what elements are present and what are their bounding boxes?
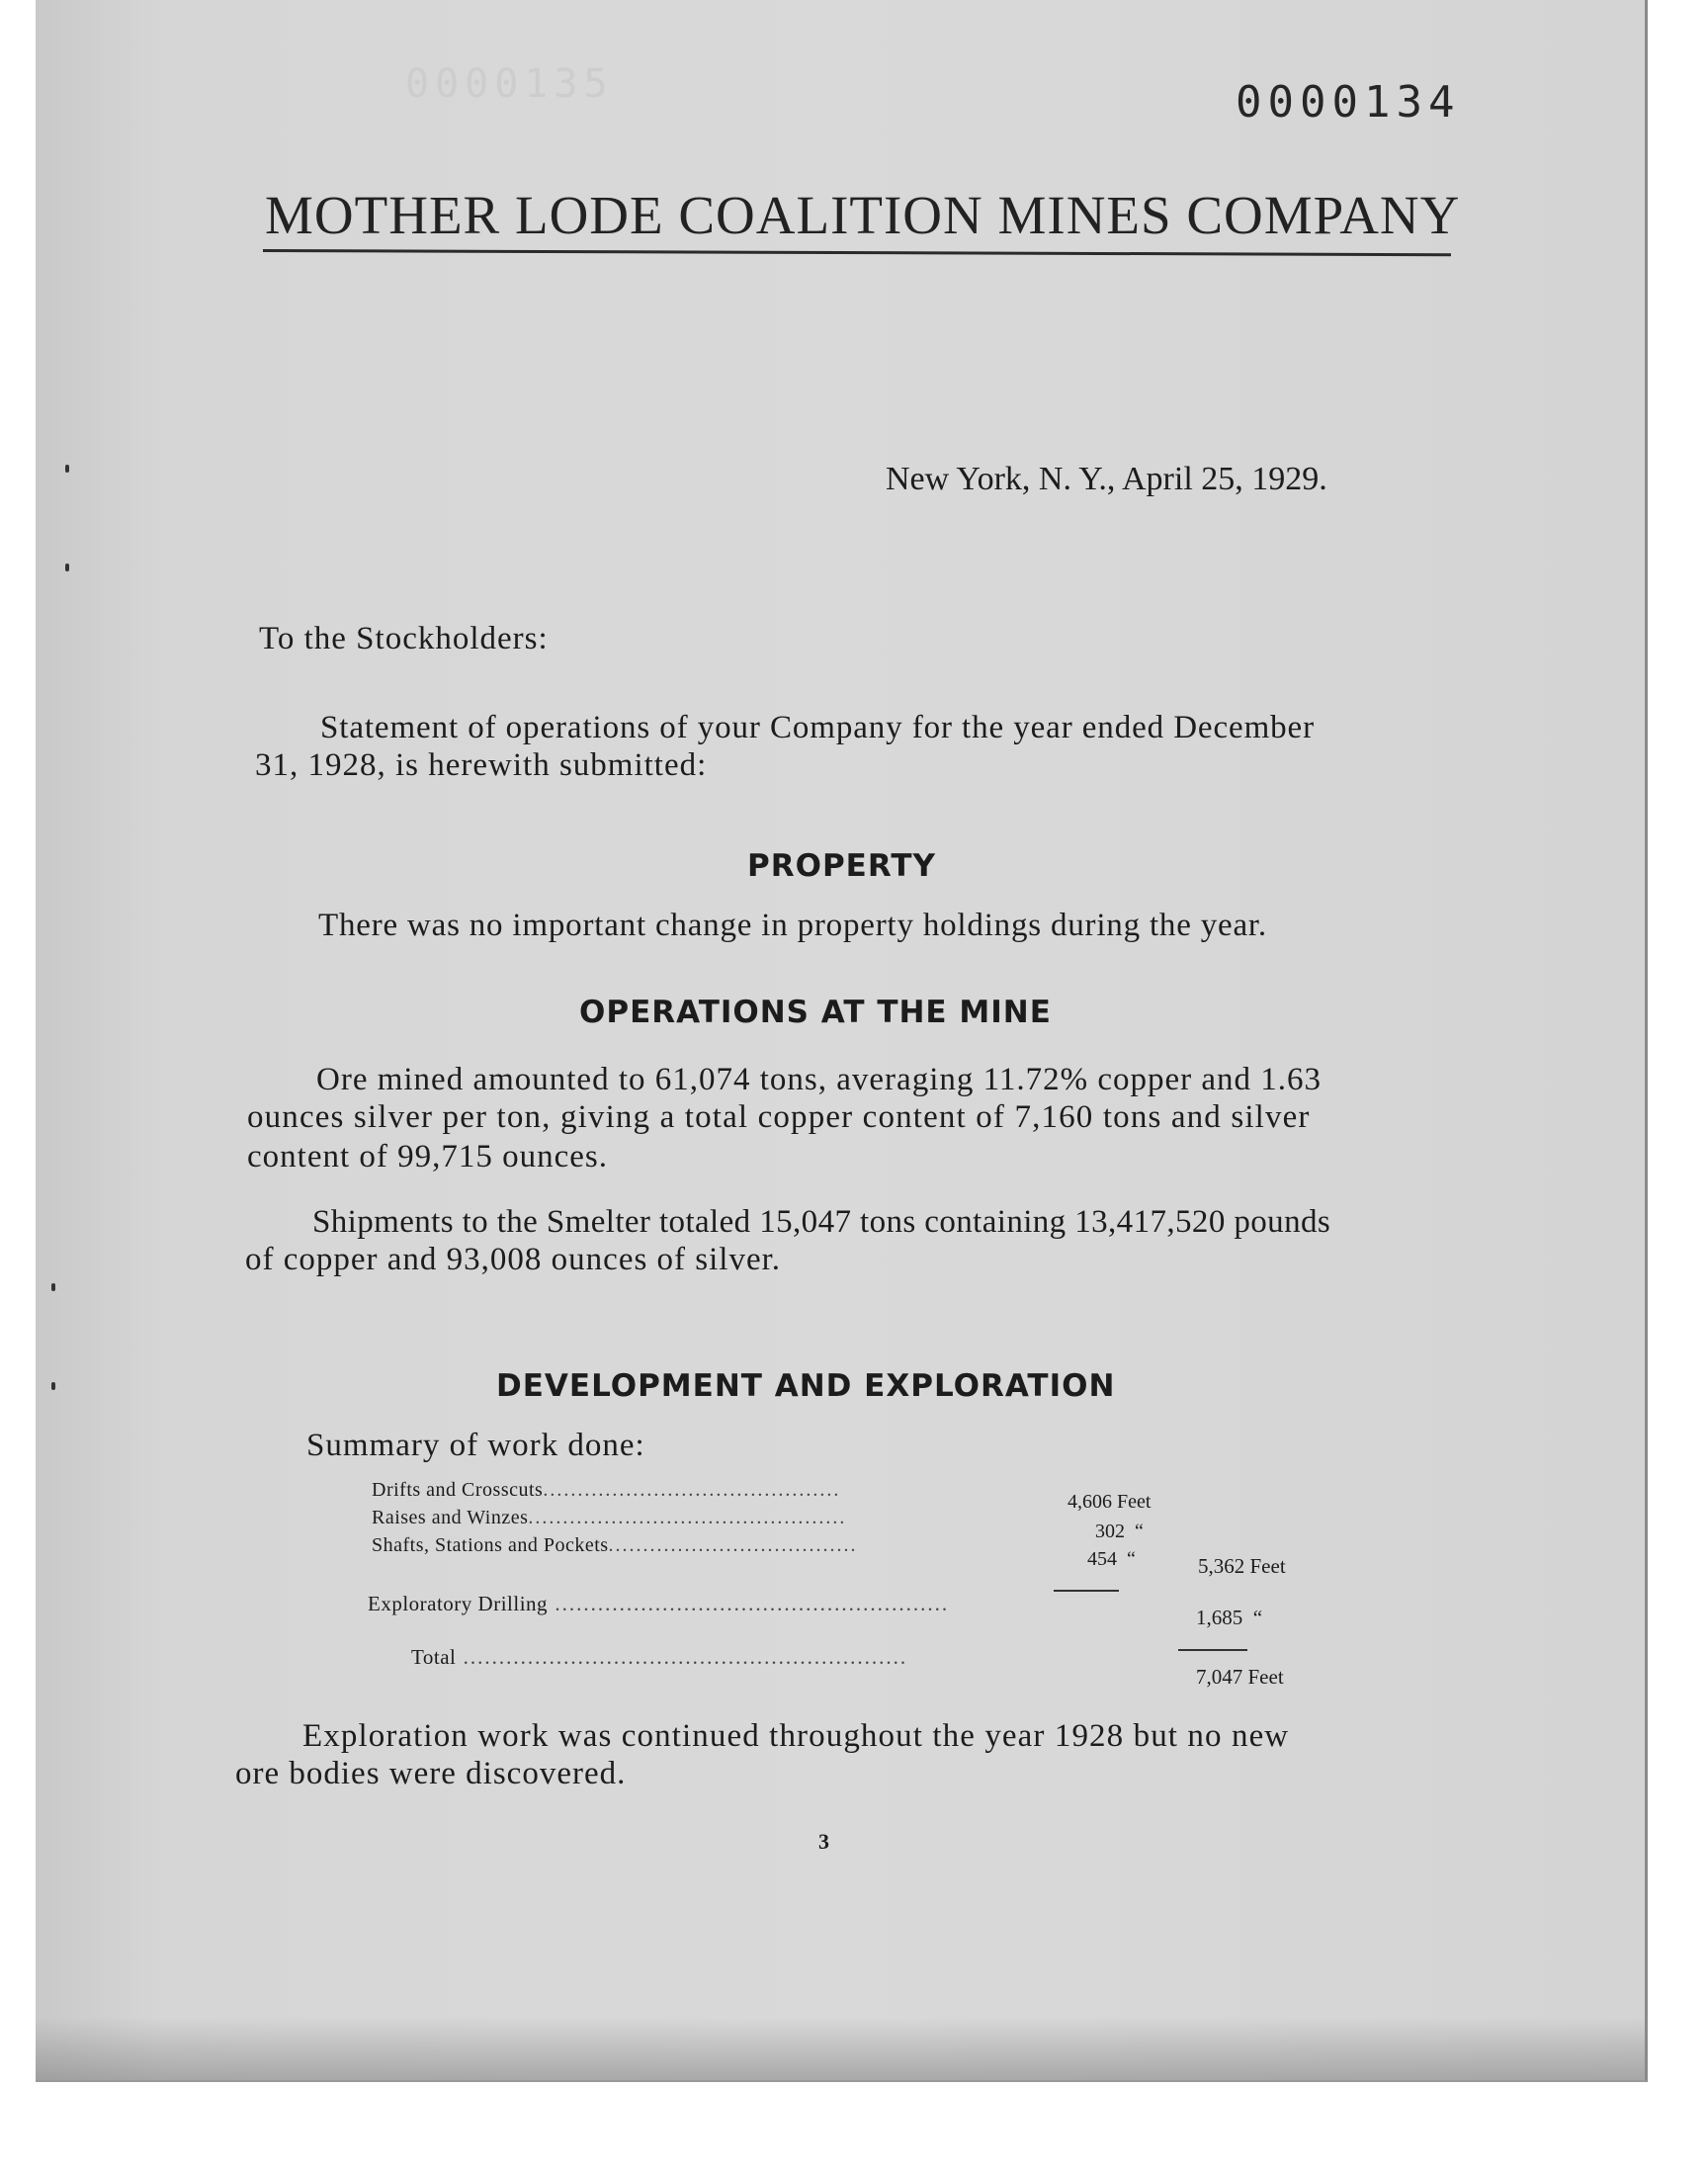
closing-line: Exploration work was continued throughout the year 1928 but no new: [302, 1718, 1290, 1754]
operations-line: ounces silver per ton, giving a total copper content of 7,160 tons and silver: [247, 1099, 1311, 1135]
section-heading-development: DEVELOPMENT AND EXPLORATION: [496, 1368, 1116, 1404]
summary-row: [372, 1479, 840, 1502]
summary-row: [372, 1507, 846, 1529]
total-label: Total: [411, 1645, 457, 1669]
summary-label: Summary of work done:: [306, 1428, 645, 1463]
ghost-stamp-number: 0000135: [405, 61, 614, 107]
operations-line: of copper and 93,008 ounces of silver.: [245, 1242, 782, 1277]
summary-row-label: Drifts and Crosscuts: [372, 1479, 544, 1501]
summary-row-label: Shafts, Stations and Pockets: [372, 1534, 609, 1556]
intro-line: 31, 1928, is herewith submitted:: [255, 747, 708, 783]
total-row: [411, 1645, 907, 1670]
document-stamp-number: 0000134: [1236, 77, 1461, 128]
summary-row-label: Raises and Winzes: [372, 1507, 529, 1528]
dot-leader: ..............................................: [528, 1507, 847, 1528]
salutation: To the Stockholders:: [259, 621, 549, 656]
operations-line: content of 99,715 ounces.: [247, 1139, 609, 1174]
section-heading-property: PROPERTY: [747, 848, 936, 884]
total-value: 7,047 Feet: [1196, 1665, 1284, 1689]
drilling-label: Exploratory Drilling: [368, 1592, 549, 1615]
scan-mark: [65, 564, 69, 571]
dateline: New York, N. Y., April 25, 1929.: [886, 461, 1327, 497]
drilling-row: [368, 1592, 949, 1616]
company-name: MOTHER LODE COALITION MINES COMPANY: [265, 185, 1461, 245]
drilling-value: 1,685 “: [1196, 1606, 1263, 1629]
operations-line: Ore mined amounted to 61,074 tons, averaging 11.72% copper and 1.63: [316, 1062, 1323, 1097]
operations-line: Shipments to the Smelter totaled 15,047 tons containing 13,417,520 pounds: [312, 1204, 1331, 1240]
summary-row-value: 4,606 Feet: [1068, 1491, 1152, 1513]
scan-mark: [65, 465, 69, 473]
subtotal-rule: [1054, 1590, 1119, 1592]
page-bottom-shadow: [36, 2017, 1645, 2080]
dot-leader: ...........................................: [543, 1479, 841, 1501]
scan-mark: [51, 1283, 55, 1291]
summary-row-value: 302 “: [1095, 1521, 1144, 1542]
summary-row-value: 454 “: [1087, 1548, 1136, 1570]
dot-leader: ..............................................................: [456, 1645, 908, 1669]
dot-leader: .......................................................: [548, 1592, 950, 1615]
scan-mark: [51, 1382, 55, 1390]
page-number: 3: [818, 1829, 829, 1854]
section-heading-operations: OPERATIONS AT THE MINE: [579, 995, 1052, 1030]
closing-line: ore bodies were discovered.: [235, 1756, 627, 1791]
total-rule: [1178, 1649, 1247, 1651]
dot-leader: ....................................: [608, 1534, 858, 1556]
property-text: There was no important change in property holdings during the year.: [318, 908, 1267, 943]
summary-row: [372, 1534, 858, 1557]
summary-subtotal: 5,362 Feet: [1198, 1554, 1286, 1578]
intro-line: Statement of operations of your Company for the year ended December: [320, 710, 1315, 745]
